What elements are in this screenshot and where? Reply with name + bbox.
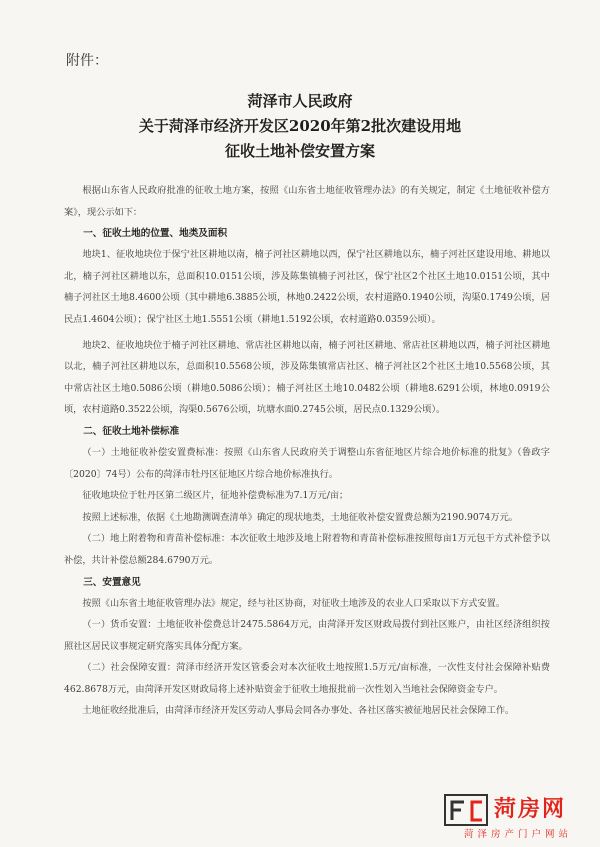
section1-para1: 地块1、征收地块位于保宁社区耕地以南，楠子河社区耕地以西，保宁社区耕地以东，楠子河社区建设用地、耕地以北，楠子河社区耕地以东，总面积10.0151公顷，涉及陈集镇楠子河社区，保宁社区2个社区土地10.0151公顷，其中楠子河社区土地8.4600公顷（其中耕地6.3885公顷，林地0.2422公顷，农村道路0.1940公顷，沟渠0.1749公顷，居民点1.4604公顷）；保宁社区土地1.5551公顷（耕地1.5192公顷，农村道路0.0359公顷）。 xyxy=(64,249,550,325)
section3-para2: （一）货币安置：土地征收补偿费总计2475.5864万元，由菏泽开发区财政局拨付到社区账户，由社区经济组织按照社区居民议事规定研究落实具体分配方案。 xyxy=(64,619,550,652)
title-plan: 征收土地补偿安置方案 xyxy=(224,142,375,160)
watermark-brand: 菏房网 xyxy=(494,797,567,822)
title-subject: 关于菏泽市经济开发区2020年第2批次建设用地 xyxy=(138,117,462,135)
section3-heading: 三、安置意见 xyxy=(83,576,141,588)
section2-para2: 征收地块位于牡丹区第二级区片，征地补偿费标准为7.1万元/亩； xyxy=(82,490,349,502)
document-body xyxy=(64,180,550,722)
intro-paragraph: 根据山东省人民政府批准的征收土地方案，按照《山东省土地征收管理办法》的有关规定，制定《土地征收补偿方案》，现公示如下： xyxy=(64,185,550,218)
watermark-tagline: 菏泽房产门户网站 xyxy=(463,829,572,840)
section1-para2: 地块2、征收地块位于楠子河社区耕地、常店社区耕地以南，楠子河社区耕地、常店社区耕地以西，楠子河社区耕地以北，楠子河社区耕地以东，总面积10.5568公顷，涉及陈集镇常店社区、楠子河社区2个社区土地10.5568公顷，其中常店社区土地0.5086公顷（耕地0.5086公顷）；楠子河社区土地10.0482公顷（耕地8.6291公顷，林地0.0919公顷，农村道路0.3522公顷，沟渠0.5676公顷，坑塘水面0.2745公顷，居民点0.1329公顷）。 xyxy=(64,339,550,416)
section1-heading: 一、征收土地的位置、地类及面积 xyxy=(83,228,228,240)
fc-logo-icon xyxy=(444,794,488,826)
section2-para4: （二）地上附着物和青苗补偿标准：本次征收土地涉及地上附着物和青苗补偿标准按照每亩1万元包干方式补偿予以补偿，共计补偿总额284.6790万元。 xyxy=(64,533,550,566)
section2-para3: 按照上述标准，依据《土地勘测调查清单》确定的现状地类，土地征收补偿安置费总额为2190.9074万元。 xyxy=(82,511,518,523)
attachment-label: 附件： xyxy=(66,53,108,69)
section3-para1: 按照《山东省土地征收管理办法》规定，经与社区协商，对征收土地涉及的农业人口采取以下方式安置。 xyxy=(82,597,506,609)
section3-para3: （二）社会保障安置：菏泽市经济开发区管委会对本次征收土地按照1.5万元/亩标准，一次性支付社会保障补贴费462.8678万元，由菏泽开发区财政局将上述补贴资金于征收土地报批前一次性划入当地社会保障资金专户。 xyxy=(64,662,550,695)
title-issuer: 菏泽市人民政府 xyxy=(247,92,353,110)
section2-para1: （一）土地征收补偿安置费标准：按照《山东省人民政府关于调整山东省征地区片综合地价标准的批复》（鲁政字〔2020〕74号）公布的菏泽市牡丹区征地区片综合地价标准执行。 xyxy=(64,446,550,480)
section2-heading: 二、征收土地补偿标准 xyxy=(83,425,180,437)
section3-para4: 土地征收经批准后，由菏泽市经济开发区劳动人事局会同各办事处、各社区落实被征地居民社会保障工作。 xyxy=(82,705,515,717)
watermark xyxy=(436,792,596,842)
